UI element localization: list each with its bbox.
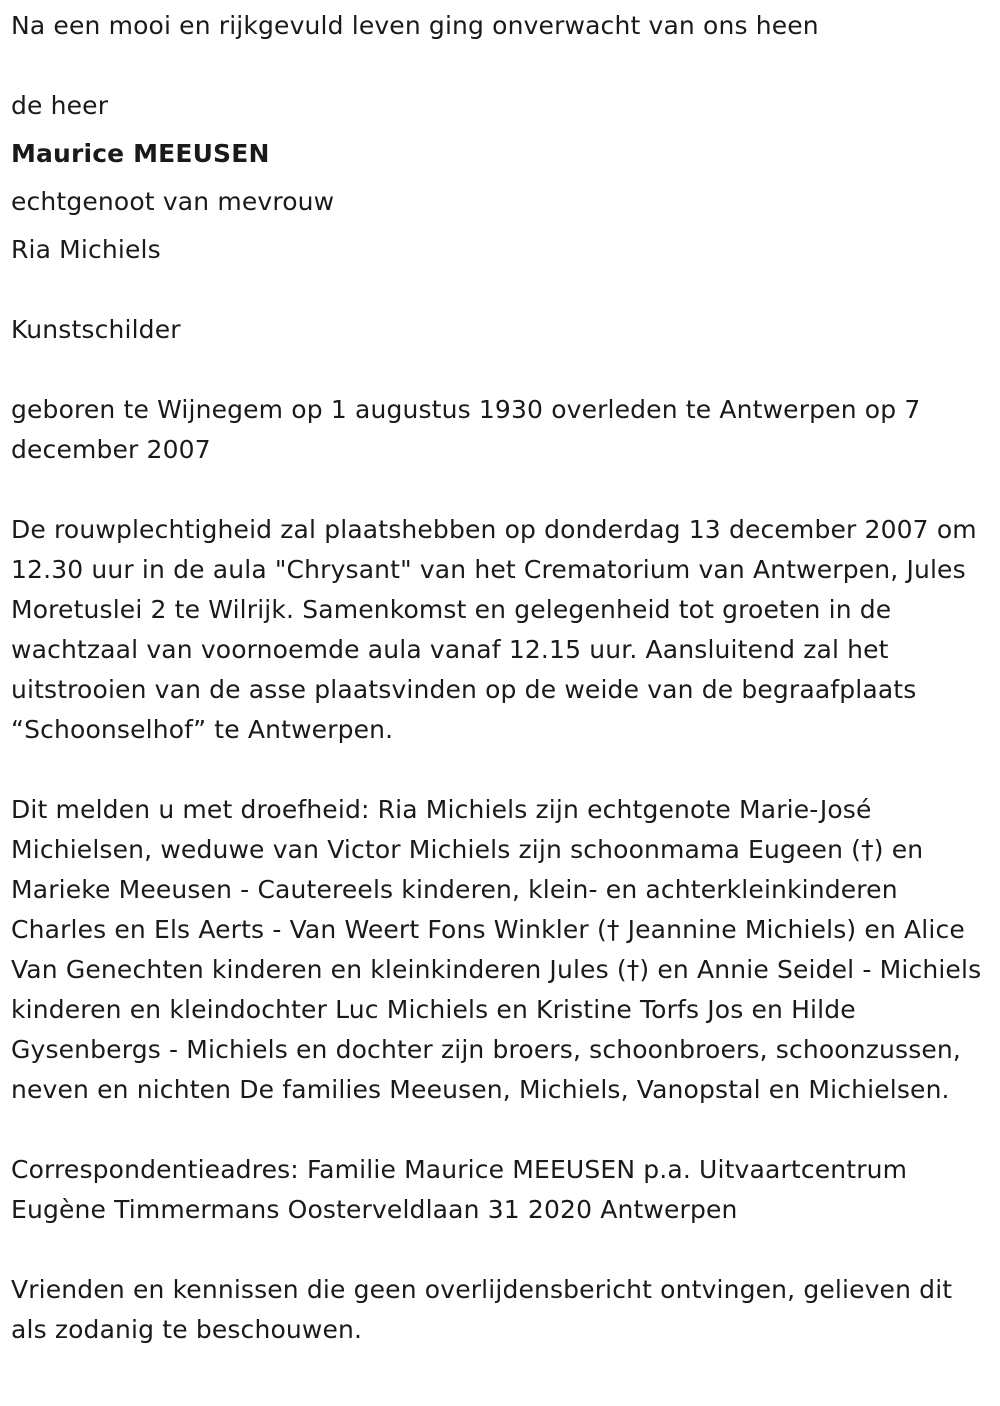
family-paragraph: Dit melden u met droefheid: Ria Michiels zijn echtgenote Marie-José Michielsen, weduwe van Victor Michiels zijn schoonmama Eugeen (†) en Marieke Meeusen - Cautereels kinderen, klein- en achterkleinkinderen Charles en Els Aerts - Van Weert Fons Winkler († Jeannine Michiels) en Alice Van Genechten kinderen en kleinkinderen Jules (†) en Annie Seidel - Michiels kinderen en kleindochter Luc Michiels en Kristine Torfs Jos en Hilde Gysenbergs - Michiels en dochter zijn broers, schoonbroers, schoonzussen, neven en nichten De families Meeusen, Michiels, Vanopstal en Michielsen. (11, 795, 982, 1104)
correspondence-paragraph: Correspondentieadres: Familie Maurice MEEUSEN p.a. Uitvaartcentrum Eugène Timmermans Oosterveldlaan 31 2020 Antwerpen (11, 1155, 908, 1224)
closing-paragraph: Vrienden en kennissen die geen overlijdensbericht ontvingen, gelieven dit als zodanig te beschouwen. (11, 1275, 953, 1344)
title-prefix: de heer (11, 91, 109, 120)
birth-death-paragraph: geboren te Wijnegem op 1 augustus 1930 overleden te Antwerpen op 7 december 2007 (11, 395, 921, 464)
spouse-intro: echtgenoot van mevrouw (11, 187, 335, 216)
obituary-document (11, 6, 993, 1350)
deceased-name: Maurice MEEUSEN (11, 139, 270, 168)
intro-line: Na een mooi en rijkgevuld leven ging onverwacht van ons heen (11, 11, 819, 40)
ceremony-paragraph: De rouwplechtigheid zal plaatshebben op donderdag 13 december 2007 om 12.30 uur in de aula "Chrysant" van het Crematorium van Antwerpen, Jules Moretuslei 2 te Wilrijk. Samenkomst en gelegenheid tot groeten in de wachtzaal van voornoemde aula vanaf 12.15 uur. Aansluitend zal het uitstrooien van de asse plaatsvinden op de weide van de begraafplaats “Schoonselhof” te Antwerpen. (11, 515, 977, 744)
spouse-name: Ria Michiels (11, 235, 161, 264)
profession: Kunstschilder (11, 315, 181, 344)
